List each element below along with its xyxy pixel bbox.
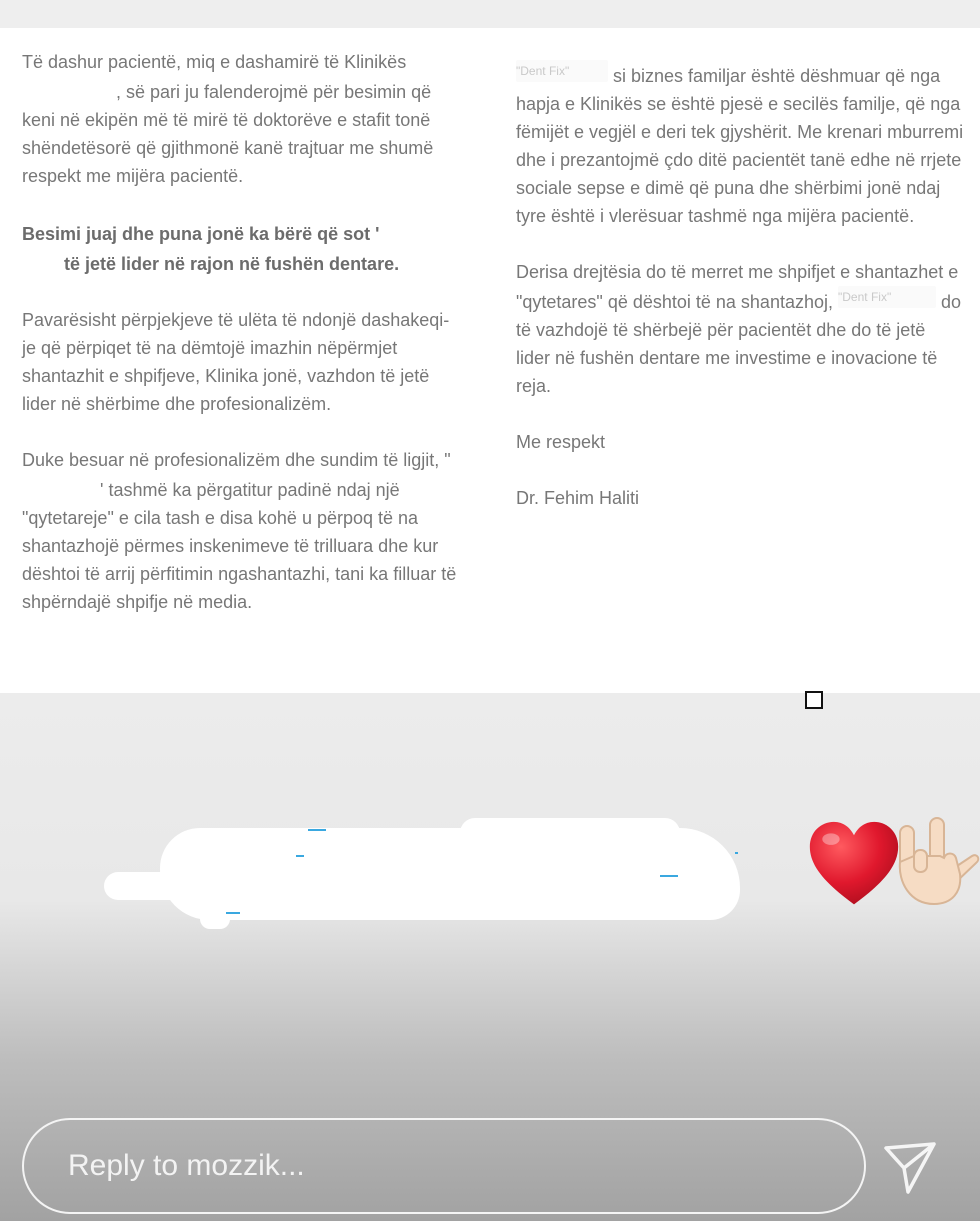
letter-text: Duke besuar në profesionalizëm dhe sundim të ligjit, " (22, 450, 451, 470)
letter-text: si biznes familjar është dëshmuar që nga hapja e Klinikës se është pjesë e secilës familje, që nga fëmijët e vegjël e deri tek gjyshërit. Me krenari mburremi dhe i prezantojmë çdo ditë pacientët tanë edhe në rrjete sociale sepse e dimë që puna dhe shërbimi jonë ndaj tyre është i vlerësuar tashmë nga mijëra pacientë. (516, 66, 964, 226)
redacted-text (22, 76, 116, 98)
story-top-strip (0, 0, 980, 28)
letter-column-right (516, 60, 964, 540)
reply-input[interactable] (68, 1149, 828, 1183)
letter-text: Derisa drejtësia do të merret me shpifjet e shantazhet e "qytetares" që dështoi të na shantazhoj, (516, 262, 959, 312)
paper-plane-icon[interactable] (880, 1138, 940, 1196)
letter-paragraph (22, 306, 462, 418)
letter-paragraph (516, 60, 964, 230)
letter-text: Besimi juaj dhe puna jonë ka bërë që sot ' (22, 224, 380, 244)
redacted-text (22, 248, 64, 270)
red-heart-icon (806, 818, 902, 914)
love-you-gesture-icon (890, 812, 980, 912)
letter-paragraph (516, 428, 964, 456)
letter-text: ' tashmë ka përgatitur padinë ndaj një "qytetareje" e cila tash e disa kohë u përpoq të na shantazhojë përmes inskenimeve të trilluara dhe kur dështoi të arrij përfitimin ngashantazhi, tani ka filluar të shpërndajë shpifje në media. (22, 480, 457, 612)
letter-text: do të vazhdojë të shërbejë për pacientët dhe do të jetë lider në fushën dentare me investime e inovacione të reja. (516, 292, 962, 396)
letter-paragraph (516, 484, 964, 512)
letter-paragraph (22, 218, 462, 278)
letter-text: Të dashur pacientë, miq e dashamirë të Klinikës (22, 52, 407, 72)
letter-text: , së pari ju falenderojmë për besimin që keni në ekipën më të mirë të doktorëve e stafit tonë shëndetësorë që gjithmonë kanë trajtuar me shumë respekt me mijëra pacientë. (22, 82, 434, 186)
letter-text: Me respekt (516, 432, 606, 452)
reply-bar[interactable] (22, 1118, 866, 1214)
letter-paragraph (516, 258, 964, 400)
letter-paragraph (22, 446, 462, 616)
letter-paragraph (22, 48, 462, 190)
redacted-text: "Dent Fix" (838, 286, 936, 308)
story-sticker-square[interactable] (805, 691, 823, 709)
redacted-text: "Dent Fix" (516, 60, 608, 82)
letter-text: Pavarësisht përpjekjeve të ulëta të ndonjë dashakeqi-je që përpiqet të na dëmtojë imazhin nëpërmjet shantazhit e shpifjeve, Klinika jonë, vazhdon të jetë lider në shërbime dhe profesionalizëm. (22, 310, 450, 414)
redacted-text (22, 474, 100, 496)
letter-column-left (22, 48, 462, 644)
letter-text: të jetë lider në rajon në fushën dentare. (64, 254, 400, 274)
letter-text: Dr. Fehim Haliti (516, 488, 640, 508)
redacted-text (379, 218, 429, 240)
